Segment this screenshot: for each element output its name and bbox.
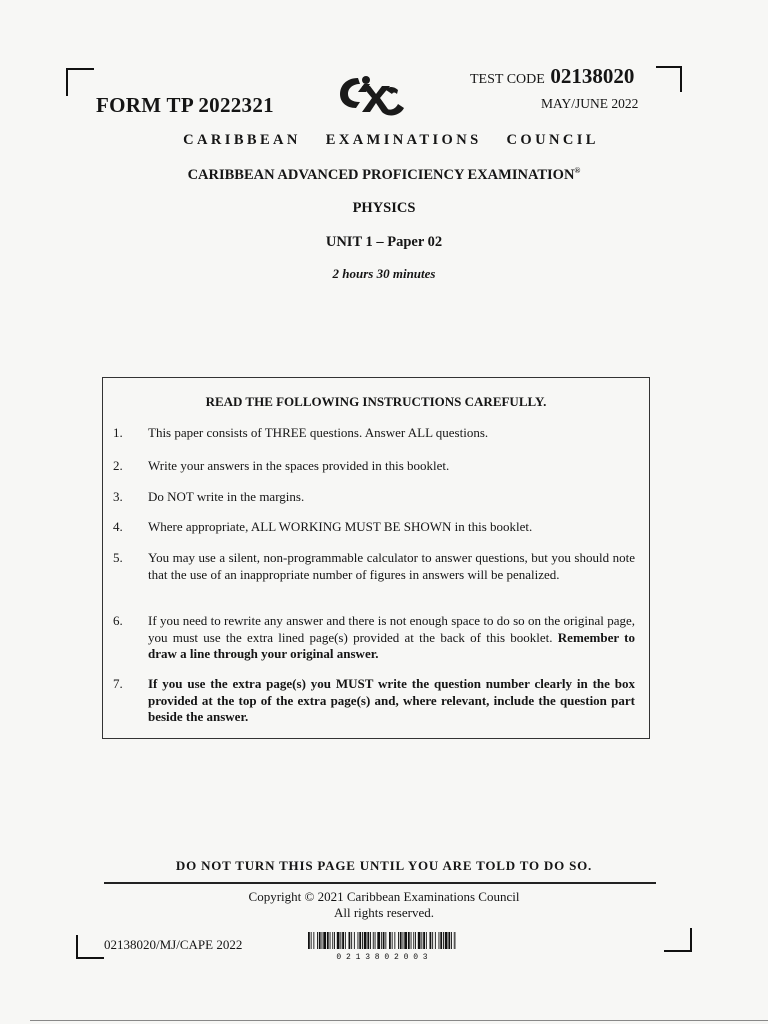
rights-reserved: All rights reserved. — [333, 905, 434, 920]
corner-mark-top-left — [66, 68, 94, 96]
exam-date: MAY/JUNE 2022 — [541, 96, 639, 111]
test-code-number: 02138020 — [550, 64, 635, 88]
test-code-label: TEST CODE — [470, 72, 545, 87]
instruction-plain-text: If you need to rewrite any answer and there is not enough space to do so on the original page, you must use the extra lined page(s) provided at the back of this booklet. — [148, 613, 635, 645]
do-not-turn-warning: DO NOT TURN THIS PAGE UNTIL YOU ARE TOLD TO DO SO. — [175, 858, 593, 873]
page-edge-line — [30, 1020, 768, 1021]
form-code: FORM TP 2022321 — [96, 93, 274, 117]
exam-name — [0, 166, 768, 184]
instruction-number: 5. — [113, 550, 123, 565]
copyright-notice: Copyright © 2021 Caribbean Examinations Council — [248, 889, 520, 904]
paper-code: 02138020/MJ/CAPE 2022 — [104, 937, 243, 952]
instruction-number: 7. — [113, 676, 123, 691]
instruction-text: Write your answers in the spaces provided in this booklet. — [148, 458, 450, 473]
corner-mark-bottom-right — [664, 928, 692, 952]
exam-duration: 2 hours 30 minutes — [332, 266, 436, 281]
instruction-number: 6. — [113, 613, 123, 628]
footer-divider — [104, 882, 656, 884]
barcode-icon — [308, 932, 456, 960]
instruction-bold-text: If you use the extra page(s) you MUST write the question number clearly in the box provided at the top of the extra page(s) and, where relevant, include the question part beside the answer. — [148, 676, 635, 724]
subject-title: PHYSICS — [352, 200, 416, 216]
instructions-box — [102, 377, 650, 739]
barcode-digits: 0 2 1 3 8 0 2 0 0 3 — [336, 953, 428, 960]
instruction-text: This paper consists of THREE questions. Answer ALL questions. — [148, 425, 489, 440]
registered-mark: ® — [574, 166, 581, 175]
instructions-heading: READ THE FOLLOWING INSTRUCTIONS CAREFULLY. — [205, 394, 547, 409]
test-code — [470, 64, 634, 89]
instruction-number: 2. — [113, 458, 123, 473]
corner-mark-top-right — [656, 66, 682, 92]
cxc-logo-icon — [336, 72, 408, 118]
instruction-text — [148, 613, 635, 663]
exam-name-text: CARIBBEAN ADVANCED PROFICIENCY EXAMINATION — [187, 166, 575, 183]
instruction-text: Where appropriate, ALL WORKING MUST BE SHOWN in this booklet. — [148, 519, 533, 534]
council-title: CARIBBEAN EXAMINATIONS COUNCIL — [183, 132, 599, 148]
corner-mark-bottom-left — [76, 935, 104, 959]
instruction-number: 3. — [113, 489, 123, 504]
instruction-number: 1. — [113, 425, 123, 440]
instruction-text: You may use a silent, non-programmable calculator to answer questions, but you should note that the use of an inappropriate number of figures in answers will be penalized. — [148, 550, 635, 582]
unit-title: UNIT 1 – Paper 02 — [325, 234, 443, 250]
instruction-text: Do NOT write in the margins. — [148, 489, 305, 504]
instruction-bold-text: Remember to draw a line through your original answer. — [148, 629, 635, 661]
instruction-number: 4. — [113, 519, 123, 534]
instruction-text — [148, 676, 635, 726]
